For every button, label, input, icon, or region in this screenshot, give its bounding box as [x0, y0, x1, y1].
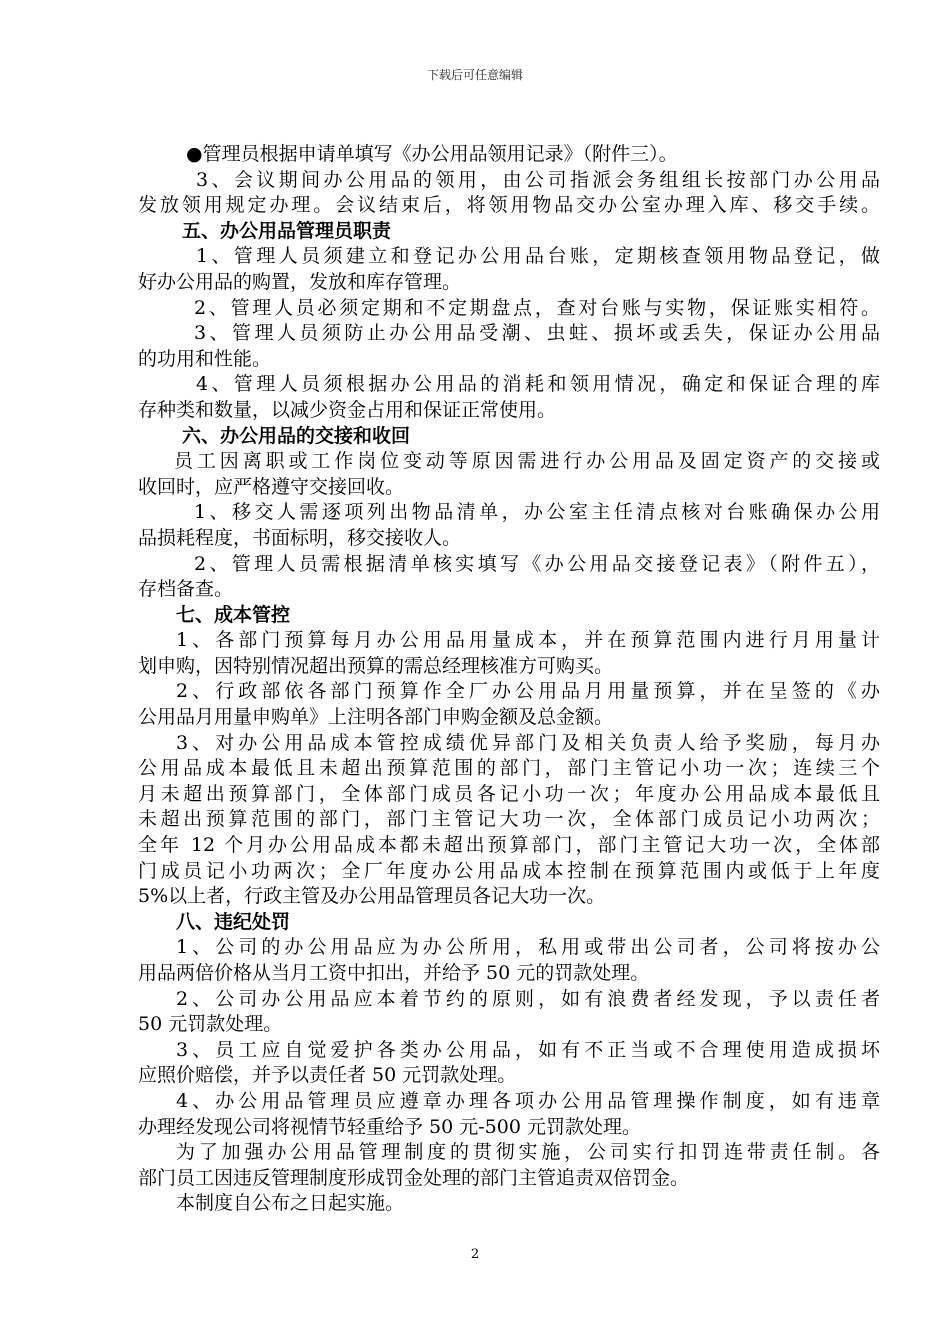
text-line: 3、对办公用品成本管控成绩优异部门及相关负责人给予奖励，每月办: [176, 731, 880, 754]
text-line: 收回时，应严格遵守交接回收。: [138, 475, 405, 498]
text-line: 未超出预算范围的部门，部门主管记大功一次，全体部门成员记小功两次；: [138, 808, 880, 831]
text-line: 品损耗程度，书面标明，移交接收人。: [138, 526, 462, 549]
text-line: 为了加强办公用品管理制度的贯彻实施，公司实行扣罚连带责任制。各: [176, 1141, 880, 1164]
text-line: 公用品月用量申购单》上注明各部门申购金额及总金额。: [138, 706, 614, 729]
text-line: 的功用和性能。: [138, 347, 272, 370]
document-body: [138, 142, 880, 1217]
text-line: 4、管理人员须根据办公用品的消耗和领用情况，确定和保证合理的库: [196, 373, 880, 396]
page-number: 2: [470, 1247, 480, 1262]
text-line: 存种类和数量，以减少资金占用和保证正常使用。: [138, 398, 557, 421]
text-line: 1、公司的办公用品应为办公所用，私用或带出公司者，公司将按办公: [176, 936, 880, 959]
text-line: 1、移交人需逐项列出物品清单，办公室主任清点核对台账确保办公用: [194, 501, 880, 524]
text-line: 发放领用规定办理。会议结束后，将领用物品交办公室办理入库、移交手续。: [138, 194, 880, 217]
text-line: 用品两倍价格从当月工资中扣出，并给予 50 元的罚款处理。: [138, 962, 650, 984]
text-line: 本制度自公布之日起实施。: [176, 1192, 405, 1215]
text-line: 2、管理人员必须定期和不定期盘点，查对台账与实物，保证账实相符。: [194, 296, 880, 319]
text-line: 5%以上者，行政主管及办公用品管理员各记大功一次。: [138, 885, 606, 908]
text-line: ●管理员根据申请单填写《办公用品领用记录》（附件三）。: [186, 143, 678, 165]
text-line: 门成员记小功两次；全厂年度办公用品成本控制在预算范围内或低于上年度: [138, 859, 880, 882]
text-line: 部门员工因违反管理制度形成罚金处理的部门主管追责双倍罚金。: [138, 1166, 690, 1189]
text-line: 全年 12 个月办公用品成本都未超出预算部门，部门主管记大功一次，全体部: [138, 834, 880, 857]
text-line: 1、各部门预算每月办公用品用量成本，并在预算范围内进行月用量计: [176, 629, 880, 652]
text-line: 1、管理人员须建立和登记办公用品台账，定期核查领用物品登记，做: [196, 245, 880, 268]
text-line: 公用品成本最低且未超出预算范围的部门，部门主管记小功一次；连续三个: [138, 757, 880, 780]
section-heading: 七、成本管控: [176, 603, 291, 626]
section-heading: 六、办公用品的交接和收回: [182, 424, 411, 447]
text-line: 2、行政部依各部门预算作全厂办公用品月用量预算，并在呈签的《办: [176, 680, 880, 703]
page-header: 下载后可任意编辑: [426, 68, 523, 82]
text-line: 4、办公用品管理员应遵章办理各项办公用品管理操作制度，如有违章: [176, 1089, 880, 1112]
text-line: 50 元罚款处理。: [138, 1013, 283, 1036]
text-line: 应照价赔偿，并予以责任者 50 元罚款处理。: [138, 1064, 517, 1087]
text-line: 3、管理人员须防止办公用品受潮、虫蛀、损坏或丢失，保证办公用品: [194, 322, 880, 345]
text-line: 员工因离职或工作岗位变动等原因需进行办公用品及固定资产的交接或: [174, 450, 880, 473]
text-line: 办理经发现公司将视情节轻重给予 50 元-500 元罚款处理。: [138, 1115, 641, 1138]
section-heading: 五、办公用品管理员职责: [182, 219, 392, 242]
text-line: 存档备查。: [138, 578, 234, 601]
text-line: 月未超出预算部门，全体部门成员各记小功一次；年度办公用品成本最低且: [138, 782, 880, 805]
text-line: 2、管理人员需根据清单核实填写《办公用品交接登记表》（附件五），: [194, 552, 880, 575]
text-line: 2、公司办公用品应本着节约的原则，如有浪费者经发现，予以责任者: [176, 987, 880, 1010]
text-line: 3、会议期间办公用品的领用，由公司指派会务组组长按部门办公用品: [196, 168, 880, 191]
text-line: 好办公用品的购置，发放和库存管理。: [138, 270, 462, 293]
text-line: 划申购，因特别情况超出预算的需总经理核准方可购买。: [138, 654, 614, 677]
text-line: 3、员工应自觉爱护各类办公用品，如有不正当或不合理使用造成损坏: [176, 1038, 880, 1061]
section-heading: 八、违纪处罚: [176, 910, 291, 933]
